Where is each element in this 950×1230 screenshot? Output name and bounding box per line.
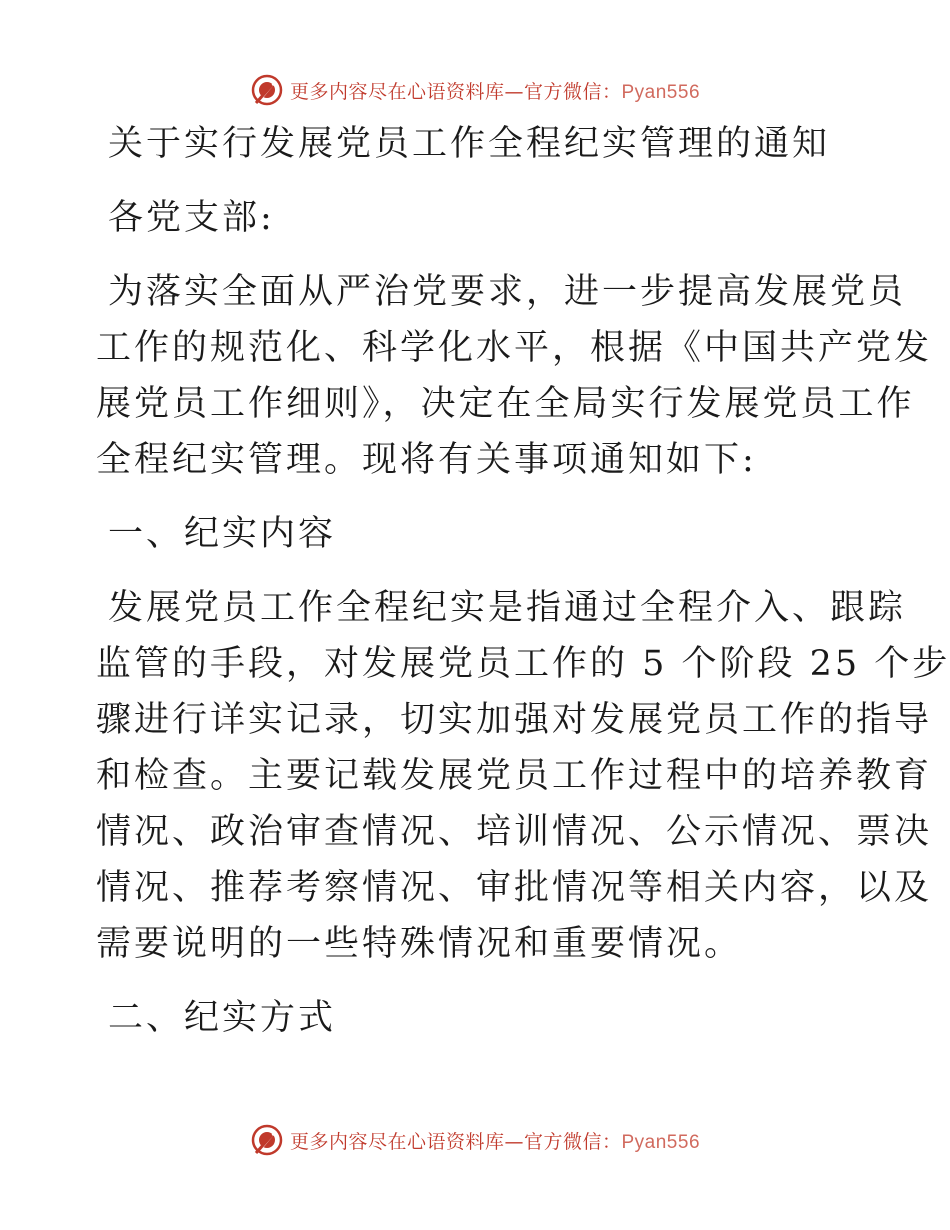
document-title: 关于实行发展党员工作全程纪实管理的通知 — [108, 124, 831, 164]
paragraph-line: 骤进行详实记录，切实加强对发展党员工作的指导 — [96, 700, 933, 740]
section-heading-1: 一、纪实内容 — [108, 514, 337, 554]
brand-logo-icon — [250, 73, 284, 107]
paragraph-line: 展党员工作细则》，决定在全局实行发展党员工作 — [96, 384, 915, 424]
banner-wechat-id: Pyan556 — [621, 1131, 701, 1153]
banner-text — [290, 77, 700, 104]
banner-wechat-label: 官方微信： — [523, 1130, 622, 1153]
paragraph-line: 发展党员工作全程纪实是指通过全程介入、跟踪 — [108, 588, 907, 628]
banner-title: 更多内容尽在心语资料库 — [289, 80, 505, 103]
banner-wechat-id: Pyan556 — [621, 81, 701, 103]
footer-watermark-banner — [0, 1120, 950, 1160]
banner-text — [290, 1127, 700, 1154]
paragraph-line: 监管的手段，对发展党员工作的 5 个阶段 25 个步 — [96, 644, 950, 684]
paragraph-line: 需要说明的一些特殊情况和重要情况。 — [96, 924, 743, 964]
banner-wechat-label: 官方微信： — [523, 80, 622, 103]
brand-logo-icon — [250, 1123, 284, 1157]
paragraph-line: 情况、推荐考察情况、审批情况等相关内容，以及 — [96, 868, 933, 908]
intro-paragraph — [96, 264, 933, 488]
banner-separator: — — [504, 80, 524, 103]
paragraph-line: 工作的规范化、科学化水平，根据《中国共产党发 — [96, 328, 933, 368]
section-1-paragraph — [96, 580, 950, 972]
paragraph-line: 和检查。主要记载发展党员工作过程中的培养教育 — [96, 756, 933, 796]
banner-title: 更多内容尽在心语资料库 — [289, 1130, 505, 1153]
document-body — [96, 116, 950, 1046]
salutation: 各党支部: — [108, 198, 275, 238]
paragraph-line: 全程纪实管理。现将有关事项通知如下: — [96, 440, 757, 480]
paragraph-line: 情况、政治审查情况、培训情况、公示情况、票决 — [96, 812, 933, 852]
paragraph-line: 为落实全面从严治党要求，进一步提高发展党员 — [108, 272, 907, 312]
banner-separator: — — [504, 1130, 524, 1153]
section-heading-2: 二、纪实方式 — [108, 998, 337, 1038]
header-watermark-banner — [0, 70, 950, 110]
